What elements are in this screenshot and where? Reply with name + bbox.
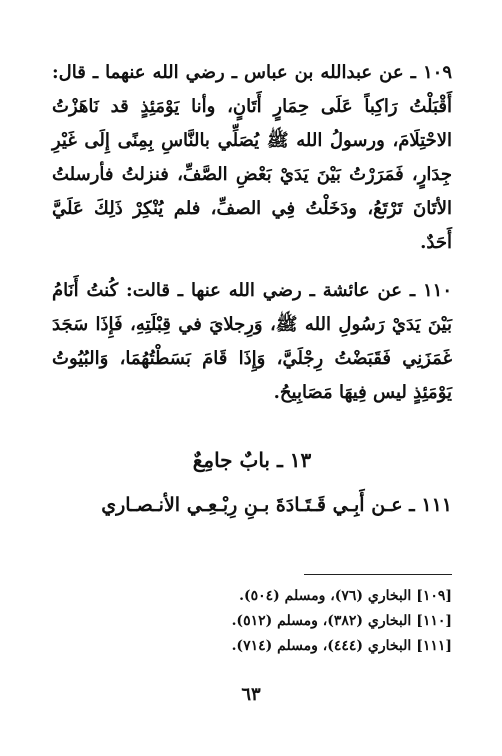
hadith-111 (52, 488, 452, 522)
footnote-text: البخاري (٤٤٤)، ومسلم (٧١٤). (231, 638, 412, 654)
footnote-ref: [١٠٩] (416, 588, 452, 604)
main-text (52, 56, 452, 522)
footnote-text: البخاري (٣٨٢)، ومسلم (٥١٢). (231, 613, 412, 629)
hadith-text: ـ عن عبدالله بن عباس ـ رضي الله عنهما ـ قال: أَقْبَلْتُ رَاكِباً عَلَى حِمَارٍ أَتَانٍ، وأنا يَوْمَئِذٍ قد نَاهَزْتُ الاحْتِلَامَ، ورسولُ الله ﷺ يُصَلِّي بالنَّاسِ بِمِنًى إِلَى غَيْرِ جِدَارٍ، فَمَرَرْتُ بَيْنَ يَدَيْ بَعْضِ الصَّفِّ، فنزلتُ فأرسلتُ الأتَانَ تَرْتَعُ، ودَخَلْتُ فِي الصفِّ، فلم يُنْكِرْ ذَلِكَ عَلَيَّ أَحَدٌ. (52, 62, 452, 253)
hadith-110 (52, 274, 452, 410)
footnote-ref: [١١٠] (416, 613, 452, 629)
footnote (52, 584, 452, 609)
footnotes (52, 584, 452, 659)
footnote-divider (304, 574, 452, 575)
hadith-109 (52, 56, 452, 260)
footnote-text: البخاري (٧٦)، ومسلم (٥٠٤). (239, 588, 412, 604)
hadith-number: ١١٠ (422, 280, 452, 301)
footnote-ref: [١١١] (416, 638, 452, 654)
footnote (52, 634, 452, 659)
hadith-number: ١٠٩ (422, 62, 452, 83)
hadith-text: ـ عن عائشة ـ رضي الله عنها ـ قالت: كُنتُ أَنَامُ بَيْنَ يَدَيْ رَسُولِ الله ﷺ، وَرِجلايَ في قِبْلَتِهِ، فَإِذَا سَجَدَ غَمَزَنِي فَقَبَضْتُ رِجْلَيَّ، وَإِذَا قَامَ بَسَطْتُهُمَا، وَالبُيُوتُ يَوْمَئِذٍ ليس فِيهَا مَصَابِيحُ. (52, 280, 452, 403)
hadith-number: ١١١ (421, 494, 452, 516)
footnote (52, 609, 452, 634)
hadith-text: ـ عـن أَبِـي قَـتَـادَةَ بـنِ رِبْـعِـي الأنـصـاري (101, 494, 415, 516)
page-number: ٦٣ (241, 684, 261, 705)
section-title: ١٣ ـ بابٌ جامِعٌ (192, 448, 312, 472)
